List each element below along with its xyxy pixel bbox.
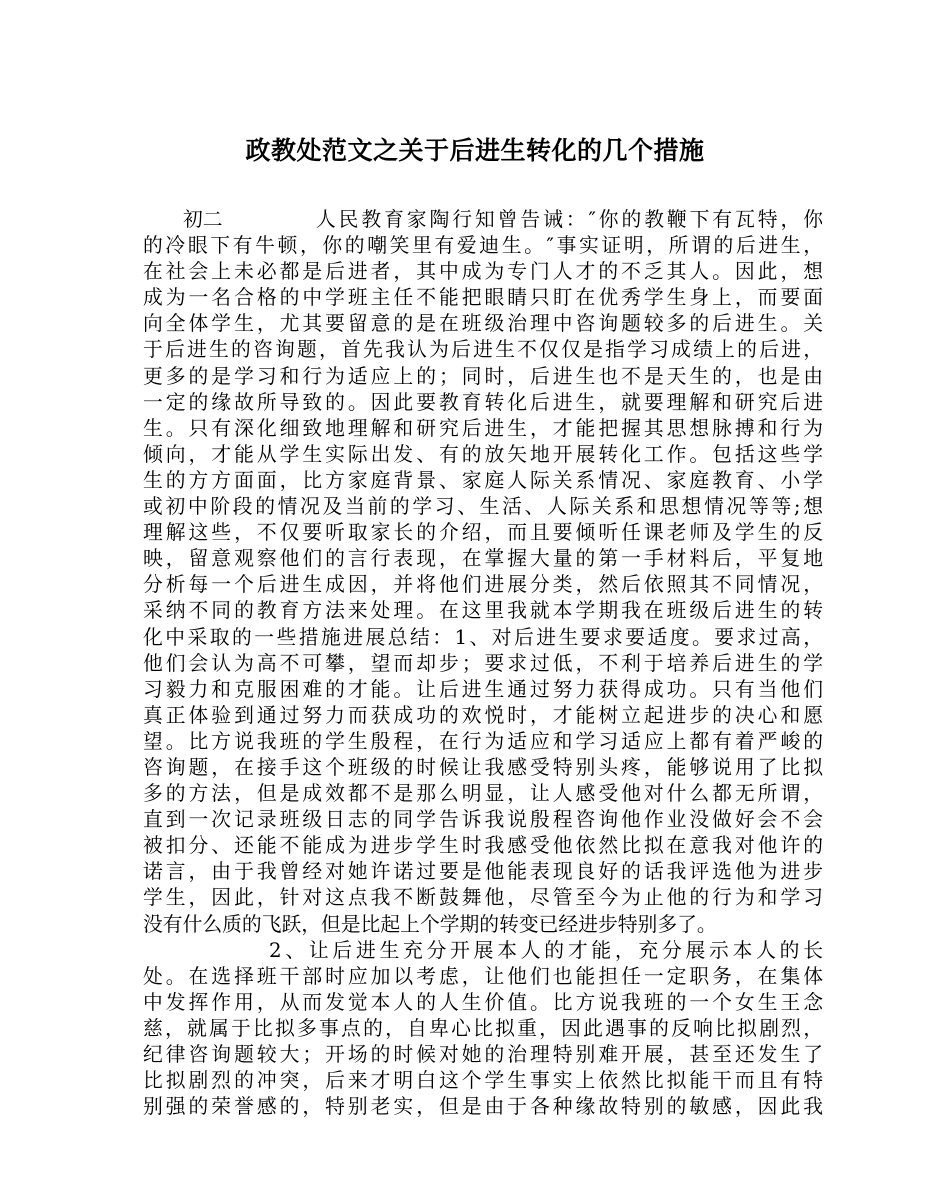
paragraph-line: 望。比方说我班的学生殷程，在行为适应和学习适应上都有着严峻的 — [143, 729, 823, 753]
grade-label: 初二 — [183, 208, 223, 231]
paragraph-line: 更多的是学习和行为适应上的；同时，后进生也不是天生的，也是由 — [143, 364, 823, 388]
paragraph-line: 比拟剧烈的冲突，后来才明白这个学生事实上依然比拟能干而且有特 — [143, 1069, 823, 1093]
paragraph-line: 诺言，由于我曾经对她许诺过要是他能表现良好的话我评选他为进步 — [143, 860, 823, 884]
paragraph-line — [143, 207, 823, 233]
paragraph-line: 成为一名合格的中学班主任不能把眼睛只盯在优秀学生身上，而要面 — [143, 286, 823, 310]
paragraph-line: 分析每一个后进生成因，并将他们进展分类，然后依照其不同情况， — [143, 573, 823, 597]
paragraph-line: 没有什么质的飞跃，但是比起上个学期的转变已经进步特别多了。 — [143, 912, 717, 936]
paragraph-line: 映，留意观察他们的言行表现，在掌握大量的第一手材料后，平复地 — [143, 547, 823, 571]
paragraph-line: 习毅力和克服困难的才能。让后进生通过努力获得成功。只有当他们 — [143, 677, 823, 701]
paragraph-line: 多的方法，但是成效都不是那么明显，让人感受他对什么都无所谓， — [143, 782, 823, 806]
paragraph-line: 于后进生的咨询题，首先我认为后进生不仅仅是指学习成绩上的后进， — [143, 338, 823, 362]
document-body — [143, 207, 823, 1120]
paragraph-line: 慈，就属于比拟多事点的，自卑心比拟重，因此遇事的反响比拟剧烈， — [143, 1016, 823, 1040]
paragraph-line: 化中采取的一些措施进展总结：1、对后进生要求要适度。要求过高， — [143, 625, 823, 649]
paragraph-line: 纪律咨询题较大；开场的时候对她的治理特别难开展，甚至还发生了 — [143, 1043, 823, 1066]
paragraph-line: 倾向，才能从学生实际出发、有的放矢地开展转化工作。包括这些学 — [143, 442, 823, 466]
paragraph-line: 生的方方面面，比方家庭背景、家庭人际关系情况、家庭教育、小学 — [143, 468, 823, 492]
paragraph-line: 直到一次记录班级日志的同学告诉我说殷程咨询他作业没做好会不会 — [143, 808, 823, 832]
paragraph-line: 学生，因此，针对这点我不断鼓舞他，尽管至今为止他的行为和学习 — [143, 886, 823, 910]
paragraph-line: 理解这些，不仅要听取家长的介绍，而且要倾听任课老师及学生的反 — [143, 521, 823, 545]
paragraph-line: 在社会上未必都是后进者，其中成为专门人才的不乏其人。因此，想 — [143, 260, 823, 284]
paragraph-line: 他们会认为高不可攀，望而却步；要求过低，不利于培养后进生的学 — [143, 651, 823, 675]
paragraph-line: 的冷眼下有牛顿，你的嘲笑里有爱迪生。″事实证明，所谓的后进生， — [143, 234, 823, 258]
paragraph-line: 处。在选择班干部时应加以考虑，让他们也能担任一定职务，在集体 — [143, 964, 823, 988]
document-title: 政教处范文之关于后进生转化的几个措施 — [245, 136, 705, 165]
paragraph-line: 咨询题，在接手这个班级的时候让我感受特别头疼，能够说用了比拟 — [143, 755, 823, 779]
paragraph-line: 或初中阶段的情况及当前的学习、生活、人际关系和思想情况等等;想 — [143, 495, 823, 519]
paragraph-line-text: 人民教育家陶行知曾告诫：″你的教鞭下有瓦特，你 — [313, 208, 823, 231]
paragraph-line: 真正体验到通过努力而获成功的欢悦时，才能树立起进步的决心和愿 — [143, 703, 823, 727]
paragraph-line: 2、让后进生充分开展本人的才能，充分展示本人的长 — [269, 938, 823, 962]
paragraph-line: 中发挥作用，从而发觉本人的人生价值。比方说我班的一个女生王念 — [143, 990, 823, 1014]
paragraph-line: 别强的荣誉感的，特别老实，但是由于各种缘故特别的敏感，因此我 — [143, 1095, 823, 1119]
paragraph-line: 向全体学生，尤其要留意的是在班级治理中咨询题较多的后进生。关 — [143, 312, 823, 336]
paragraph-line: 一定的缘故所导致的。因此要教育转化后进生，就要理解和研究后进 — [143, 390, 823, 414]
paragraph-line: 生。只有深化细致地理解和研究后进生，才能把握其思想脉搏和行为 — [143, 416, 823, 440]
paragraph-line: 采纳不同的教育方法来处理。在这里我就本学期我在班级后进生的转 — [143, 599, 823, 623]
paragraph-line: 被扣分、还能不能成为进步学生时我感受他依然比拟在意我对他许的 — [143, 834, 823, 858]
